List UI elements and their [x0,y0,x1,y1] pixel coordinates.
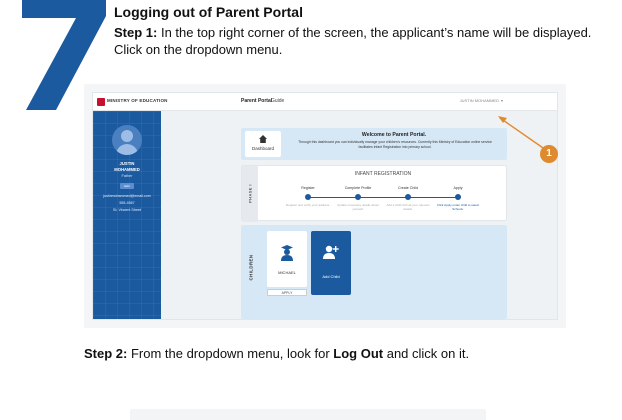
registration-title: INFANT REGISTRATION [354,171,412,177]
sidebar-user-name: JUSTIN MOHAMMED [114,161,140,172]
dashboard-label: Dashboard [251,146,274,151]
nav-guide[interactable]: Guide [271,98,285,104]
welcome-panel [241,128,507,160]
portal-sidebar [93,111,161,320]
sidebar-email: justinmohammed@email.com [103,194,151,198]
dashboard-button[interactable] [245,131,281,157]
step2-instruction [84,346,604,361]
user-dropdown-name: JUSTIN MOHAMMED [459,98,499,103]
nav-parent-portal[interactable]: Parent Portal [241,98,273,104]
welcome-text: Through this dashboard you can individually manage your children's resources. Currently this Ministry of Education online service facilitates Infant Registration into primary school. [298,140,492,149]
child-name: MICHAEL [278,270,296,275]
callout-number-badge: 1 [540,145,558,163]
step1-text: In the top right corner of the screen, the applicant’s name will be displayed. Click on the dropdown menu. [114,25,592,57]
add-child-label: Add Child [322,274,340,279]
user-avatar-icon [112,125,142,155]
step-complete-profile: Complete Profile Update necessary details about yourself. [336,186,380,211]
step2-text-before: From the dropdown menu, look for [127,346,334,361]
step-create-child: Create Child Add a child with all your relevant details. [386,186,430,211]
graduate-avatar-icon [281,245,293,261]
infant-registration-panel [241,165,507,221]
sidebar-phone: 555-4567 [119,201,135,205]
next-screenshot-edge [130,409,486,420]
step1-instruction [114,24,604,58]
sidebar-user-role: Father [121,174,133,178]
welcome-title: Welcome to Parent Portal. [361,132,427,138]
ministry-logo-icon [97,98,105,106]
portal-topbar [93,93,558,111]
ministry-logo-text: MINISTRY OF EDUCATION [107,98,168,103]
step-register: Register Register and verify your address. [285,186,331,207]
step1-label: Step 1: [114,25,158,40]
step-apply: Apply Click Apply under child to select Schools. [436,186,480,211]
portal-screenshot [92,92,558,320]
add-user-icon [323,245,339,259]
sidebar-address: St. Vincent Street [113,208,141,212]
children-panel [241,225,507,319]
add-child-button[interactable] [311,231,351,295]
sidebar-contact-info [93,193,161,214]
child-card[interactable] [267,231,307,287]
home-icon [259,135,267,143]
phase-label: PHASE I [247,184,253,203]
step2-emphasis: Log Out [333,346,384,361]
user-dropdown-menu[interactable] [460,98,503,103]
apply-button[interactable]: APPLY [267,289,307,296]
step2-text-after: and click on it. [383,346,470,361]
children-section-label: CHILDREN [248,254,254,281]
section-title: Logging out of Parent Portal [114,4,303,20]
chevron-down-icon: ▾ [500,98,503,103]
step2-label: Step 2: [84,346,128,361]
edit-profile-button[interactable]: Edit [120,183,134,189]
callout-arrow [494,112,574,172]
phase-tab [242,166,258,222]
arrow-icon [494,112,574,172]
